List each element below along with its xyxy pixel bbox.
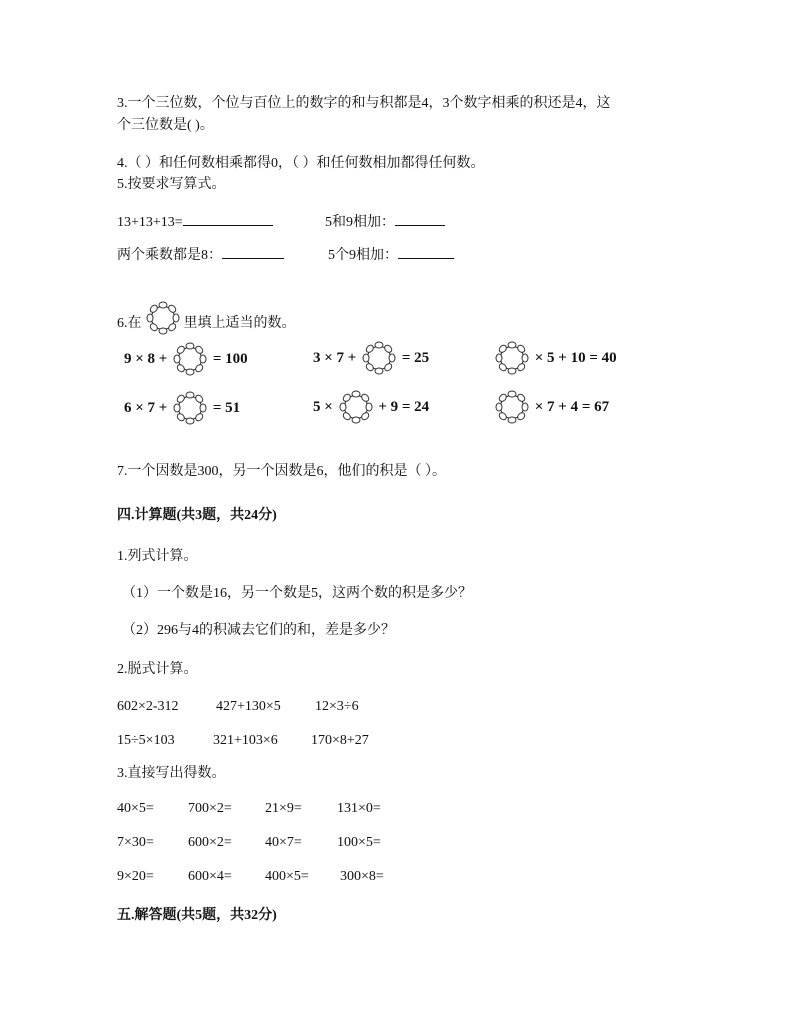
s4-p1-a: （1）一个数是16，另一个数是5，这两个数的积是多少？	[122, 586, 472, 601]
q5-a-blank	[183, 213, 273, 226]
q6-eq-2-post: = 25	[398, 349, 430, 366]
q6-eq-6-post: × 7 + 4 = 67	[531, 398, 610, 415]
s4-p3-item: 600×4=	[188, 869, 232, 884]
q7-text: 7.一个因数是300，另一个因数是6，他们的积是（ ）。	[117, 464, 446, 479]
flower-blank-icon[interactable]	[171, 340, 209, 378]
q5-b-blank	[395, 213, 445, 226]
section5-heading: 五.解答题(共5题，共32分)	[117, 908, 277, 923]
q6-eq-3-post: × 5 + 10 = 40	[531, 349, 617, 366]
s4-p2-expr: 602×2-312	[117, 699, 179, 714]
flower-blank-icon[interactable]	[360, 339, 398, 377]
flower-blank-icon[interactable]	[493, 388, 531, 426]
q5-a	[117, 213, 273, 232]
q6-eq-5-post: + 9 = 24	[374, 398, 430, 415]
q6-eq-4-pre: 6 × 7 +	[124, 399, 172, 416]
q5-title: 5.按要求写算式。	[117, 177, 226, 192]
q6-eq-1	[124, 340, 248, 378]
q5-b	[325, 213, 445, 232]
flower-icon	[144, 299, 182, 337]
q5-c-blank	[222, 246, 284, 259]
s4-p1-b: （2）296与4的积减去它们的和，差是多少？	[122, 623, 395, 638]
q4-text: 4.（ ）和任何数相乘都得0，（ ）和任何数相加都得任何数。	[117, 156, 485, 171]
s4-p2-expr: 427+130×5	[216, 699, 281, 714]
s4-p3-item: 600×2=	[188, 835, 232, 850]
s4-p3-item: 700×2=	[188, 801, 232, 816]
q5-a-text: 13+13+13=	[117, 215, 183, 230]
q6-title	[117, 305, 296, 343]
q6-eq-1-pre: 9 × 8 +	[124, 350, 172, 367]
s4-p3-item: 131×0=	[337, 801, 381, 816]
q5-d-text: 5个9相加：	[328, 248, 398, 263]
s4-p2-expr: 15÷5×103	[117, 733, 175, 748]
q5-b-text: 5和9相加：	[325, 215, 395, 230]
s4-p3-item: 7×30=	[117, 835, 154, 850]
q6-eq-2	[313, 339, 429, 377]
q6-eq-2-pre: 3 × 7 +	[313, 349, 361, 366]
s4-p1-title: 1.列式计算。	[117, 549, 198, 564]
section4-heading: 四.计算题(共3题，共24分)	[117, 508, 277, 523]
q6-eq-4-post: = 51	[209, 399, 241, 416]
flower-blank-icon[interactable]	[171, 389, 209, 427]
s4-p3-item: 100×5=	[337, 835, 381, 850]
q3-line2: 个三位数是( )。	[117, 118, 214, 133]
q5-d-blank	[398, 246, 454, 259]
s4-p3-title: 3.直接写出得数。	[117, 766, 226, 781]
q6-title-post: 里填上适当的数。	[183, 316, 296, 331]
s4-p2-title: 2.脱式计算。	[117, 662, 198, 677]
q6-eq-5-pre: 5 ×	[313, 398, 337, 415]
s4-p2-expr: 170×8+27	[311, 733, 369, 748]
q5-c-text: 两个乘数都是8：	[117, 248, 222, 263]
q3-line1: 3.一个三位数，个位与百位上的数字的和与积都是4，3个数字相乘的积还是4，这	[117, 96, 611, 111]
s4-p3-item: 40×7=	[265, 835, 302, 850]
s4-p3-item: 40×5=	[117, 801, 154, 816]
q6-title-pre: 6.在	[117, 316, 142, 331]
s4-p3-item: 21×9=	[265, 801, 302, 816]
q6-eq-4	[124, 389, 240, 427]
q5-c	[117, 246, 284, 265]
q6-eq-5	[313, 388, 429, 426]
q6-eq-1-post: = 100	[209, 350, 248, 367]
q6-eq-6	[493, 388, 609, 426]
q5-d	[328, 246, 454, 265]
q6-eq-3	[493, 339, 617, 377]
s4-p3-item: 300×8=	[340, 869, 384, 884]
s4-p3-item: 9×20=	[117, 869, 154, 884]
flower-blank-icon[interactable]	[337, 388, 375, 426]
s4-p2-expr: 321+103×6	[213, 733, 278, 748]
flower-blank-icon[interactable]	[493, 339, 531, 377]
s4-p3-item: 400×5=	[265, 869, 309, 884]
s4-p2-expr: 12×3÷6	[315, 699, 359, 714]
